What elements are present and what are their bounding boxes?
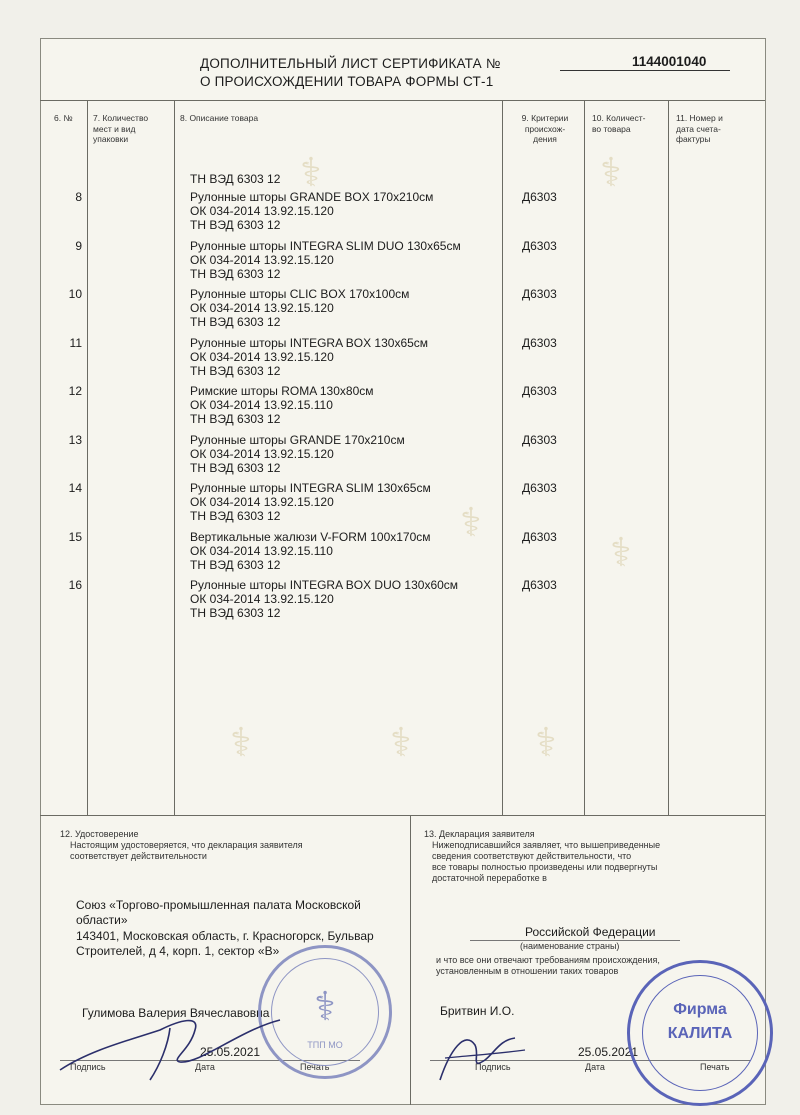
declaration-text-4: достаточной переработке в [432,873,547,883]
description-line: ОК 034-2014 13.92.15.120 [190,495,334,510]
certifier-name: Гулимова Валерия Вячеславовна [82,1006,270,1020]
origin-criterion: Д6303 [522,287,557,301]
column-header-line: упаковки [93,134,129,144]
description-line: ТН ВЭД 6303 12 [190,363,281,378]
column-divider [87,100,88,815]
description-line: Рулонные шторы GRANDE 170x210см [190,432,405,447]
description-line: Вертикальные жалюзи V-FORM 100x170см [190,529,431,544]
caduceus-watermark-icon: ⚕ [535,721,557,765]
certification-heading: 12. Удостоверение [60,829,139,839]
description-line: ТН ВЭД 6303 12 [190,606,281,621]
description-line: ОК 034-2014 13.92.15.120 [190,446,334,461]
origin-criterion: Д6303 [522,190,557,204]
description-line: ТН ВЭД 6303 12 [190,218,281,233]
description-line: Рулонные шторы CLIC BOX 170x100см [190,287,410,301]
table-row [190,384,374,427]
description-line: ОК 034-2014 13.92.15.110 [190,398,333,413]
footer-divider [410,815,411,1105]
row-number: 9 [75,238,82,253]
row-number: 15 [68,529,82,544]
description-line: ТН ВЭД 6303 12 [190,557,281,572]
declaration-date-label: Дата [585,1062,605,1072]
row-number: 12 [68,384,82,398]
description-line: ОК 034-2014 13.92.15.120 [190,301,334,316]
column-header-line: дения [533,134,557,144]
caduceus-watermark-icon: ⚕ [460,501,482,545]
row-number: 13 [68,432,82,447]
table-top-border [40,100,765,101]
description-line: Рулонные шторы INTEGRA BOX DUO 130x60см [190,578,459,592]
certification-text-1: Настоящим удостоверяется, что декларация заявителя [70,840,303,850]
certification-text-2: соответствует действительности [70,851,207,861]
description-line: ОК 034-2014 13.92.15.110 [190,543,333,558]
column-header-line: 10. Количест- [592,113,646,123]
origin-criterion: Д6303 [522,432,557,447]
column-header-line: мест и вид [93,123,136,134]
column-divider [584,100,585,815]
caduceus-watermark-icon: ⚕ [230,721,252,765]
row-number: 11 [69,335,82,350]
description-line: ТН ВЭД 6303 12 [190,266,281,281]
chamber-address-1: 143401, Московская область, г. Красногорск, Бульвар [76,929,374,943]
declaration-text-6: установленным в отношении таких товаров [436,966,619,976]
column-header-line: 9. Критерии [521,113,569,123]
declaration-signature-label: Подпись [475,1062,511,1072]
description-line: ОК 034-2014 13.92.15.120 [190,592,334,607]
caduceus-watermark-icon: ⚕ [390,721,412,765]
origin-criterion: Д6303 [522,481,557,495]
origin-criterion: Д6303 [522,578,557,592]
column-header-line: происхож- [524,123,566,134]
column-header-line: 11. Номер и [676,113,723,123]
declarant-signature [425,1010,535,1090]
caduceus-watermark-icon: ⚕ [600,151,622,195]
description-line: ТН ВЭД 6303 12 [190,460,281,475]
table-row [190,287,409,330]
chamber-address-2: Строителей, д 4, корп. 1, сектор «В» [76,944,280,958]
declaration-date: 25.05.2021 [578,1045,639,1059]
column-divider [174,100,175,815]
table-row [190,336,428,379]
column-header-packages [93,113,148,145]
table-bottom-border [40,815,765,816]
table-row [190,190,433,233]
declaration-heading: 13. Декларация заявителя [424,829,535,839]
declaration-text-2: сведения соответствуют действительности, что [432,851,632,861]
description-line: Рулонные шторы INTEGRA SLIM DUO 130x65см [190,238,461,253]
certification-date: 25.05.2021 [200,1045,261,1059]
row-number: 10 [68,287,82,301]
row-number: 16 [68,578,82,592]
declaration-text-5: и что все они отвечают требованиям происхождения, [436,955,660,965]
row-number: 8 [75,190,82,204]
company-stamp-line-1: Фирма [673,1001,727,1018]
table-row [190,481,431,524]
origin-criterion: Д6303 [522,335,557,350]
table-row [190,433,405,476]
column-header-line: дата счета- [676,123,721,134]
company-stamp-line-2: КАЛИТА [667,1025,733,1042]
column-divider [668,100,669,815]
chamber-name-2: области» [76,913,128,927]
column-header-quantity [592,113,646,134]
column-header-description: 8. Описание товара [180,113,259,123]
column-header-line: во товара [592,123,631,134]
description-line: Рулонные шторы INTEGRA BOX 130x65см [190,335,429,350]
table-row [190,239,461,282]
column-header-line: фактуры [676,134,711,144]
title-line-1: ДОПОЛНИТЕЛЬНЫЙ ЛИСТ СЕРТИФИКАТА № [200,56,501,71]
column-header-number: 6. № [54,113,73,123]
country-name: Российской Федерации [525,925,656,939]
certificate-number-underline [560,70,730,71]
certificate-number: 1144001040 [632,54,707,69]
row-number: 14 [68,481,82,495]
description-line: ТН ВЭД 6303 12 [190,509,281,524]
description-line: ОК 034-2014 13.92.15.120 [190,252,334,267]
origin-criterion: Д6303 [522,529,557,544]
certifier-signature [50,1000,290,1090]
chamber-stamp-text: ТПП МО [307,1040,343,1050]
description-line: Рулонные шторы INTEGRA SLIM 130x65см [190,481,431,495]
origin-criterion: Д6303 [522,384,557,398]
table-row [190,578,458,621]
description-line: ОК 034-2014 13.92.15.120 [190,349,334,364]
description-line: ТН ВЭД 6303 12 [190,315,281,330]
column-divider [502,100,503,815]
description-line: ОК 034-2014 13.92.15.120 [190,204,334,219]
declaration-text-3: все товары полностью произведены или подвергнуты [432,862,658,872]
caduceus-watermark-icon: ⚕ [610,531,632,575]
description-line: Рулонные шторы GRANDE BOX 170x210см [190,190,434,204]
date-label: Дата [195,1062,215,1072]
description-line: ТН ВЭД 6303 12 [190,412,281,427]
column-header-invoice [676,113,723,145]
signature-label: Подпись [70,1062,106,1072]
column-header-line: 7. Количество [93,113,149,123]
title-line-2: О ПРОИСХОЖДЕНИИ ТОВАРА ФОРМЫ СТ-1 [200,74,494,89]
caduceus-watermark-icon: ⚕ [300,151,322,195]
country-caption: (наименование страны) [520,941,620,951]
caduceus-icon: ⚕ [314,985,336,1029]
origin-criterion: Д6303 [522,238,557,253]
chamber-name-1: Союз «Торгово-промышленная палата Московской [76,898,361,912]
description-line: Римские шторы ROMA 130x80см [190,384,374,398]
declaration-text-1: Нижеподписавшийся заявляет, что вышеприведенные [432,840,661,850]
carryover-line: ТН ВЭД 6303 12 [190,172,281,186]
declarant-name: Бритвин И.О. [440,1004,515,1018]
column-header-criteria [510,113,580,145]
table-row [190,530,431,573]
declaration-stamp-label: Печать [700,1062,730,1072]
company-stamp [627,960,773,1106]
stamp-label: Печать [300,1062,330,1072]
